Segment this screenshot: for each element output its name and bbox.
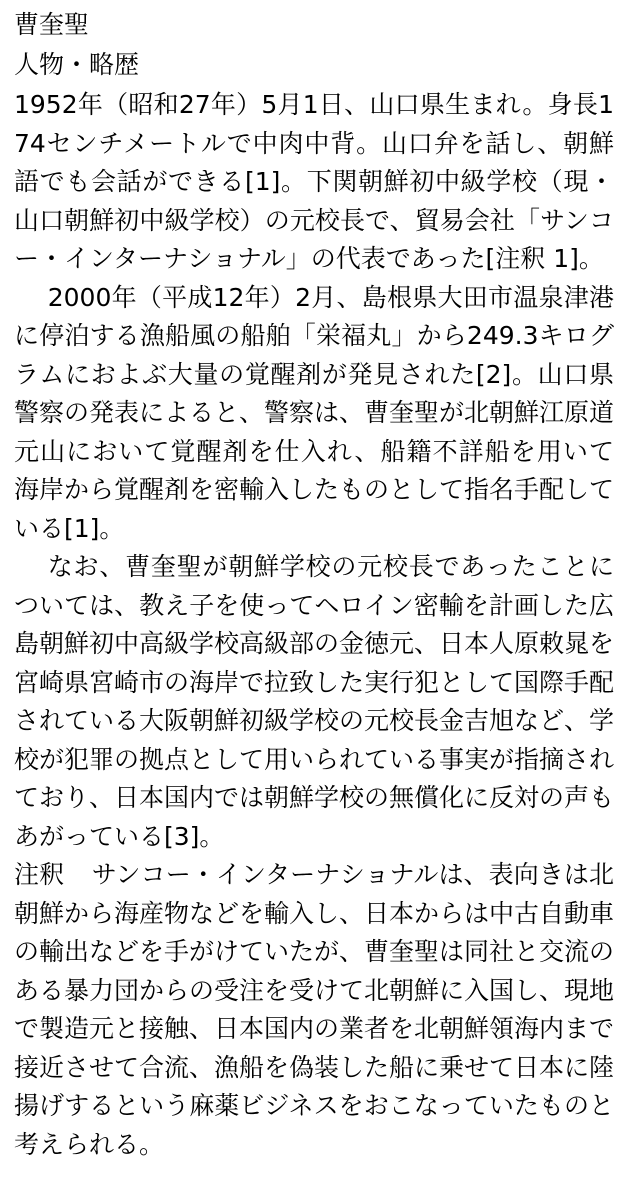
note-section xyxy=(14,856,614,1164)
page-title: 曹奎聖 xyxy=(14,10,90,39)
note-text: サンコー・インターナショナルは、表向きは北朝鮮から海産物などを輸入し、日本からは中古自動車の輸出などを手がけていたが、曹奎聖は同社と交流のある暴力団からの受注を受けて北朝鮮に入国し、現地で製造元と接触、日本国内の業者を北朝鮮領海内まで接近させて合流、漁船を偽装した船に乗せて日本に陸揚げするという麻薬ビジネスをおこなっていたものと考えられる。 xyxy=(14,860,615,1159)
paragraph-2: 2000年（平成12年）2月、島根県大田市温泉津港に停泊する漁船風の船舶「栄福丸」から249.3キログラムにおよぶ大量の覚醒剤が発見された[2]。山口県警察の発表によると、警察は、曹奎聖が北朝鮮江原道元山において覚醒剤を仕入れ、船籍不詳船を用いて海岸から覚醒剤を密輸入したものとして指名手配している[1]。 xyxy=(14,282,615,543)
paragraph-1: 1952年（昭和27年）5月1日、山口県生まれ。身長174センチメートルで中肉中背。山口弁を話し、朝鮮語でも会話ができる[1]。下関朝鮮初中級学校（現・山口朝鮮初中級学校）の元校長で、貿易会社「サンコー・インターナショナル」の代表であった[注釈 1]。 xyxy=(14,90,614,273)
section-heading-profile: 人物・略歴 xyxy=(14,50,140,79)
note-label: 注釈 xyxy=(14,860,65,889)
paragraph-3: なお、曹奎聖が朝鮮学校の元校長であったことについては、教え子を使ってヘロイン密輸を計画した広島朝鮮初中高級学校高級部の金徳元、日本人原敕晁を宮崎県宮崎市の海岸で拉致した実行犯として国際手配されている大阪朝鮮初級学校の元校長金吉旭など、学校が犯罪の拠点として用いられている事実が指摘されており、日本国内では朝鮮学校の無償化に反対の声もあがっている[3]。 xyxy=(14,552,615,851)
